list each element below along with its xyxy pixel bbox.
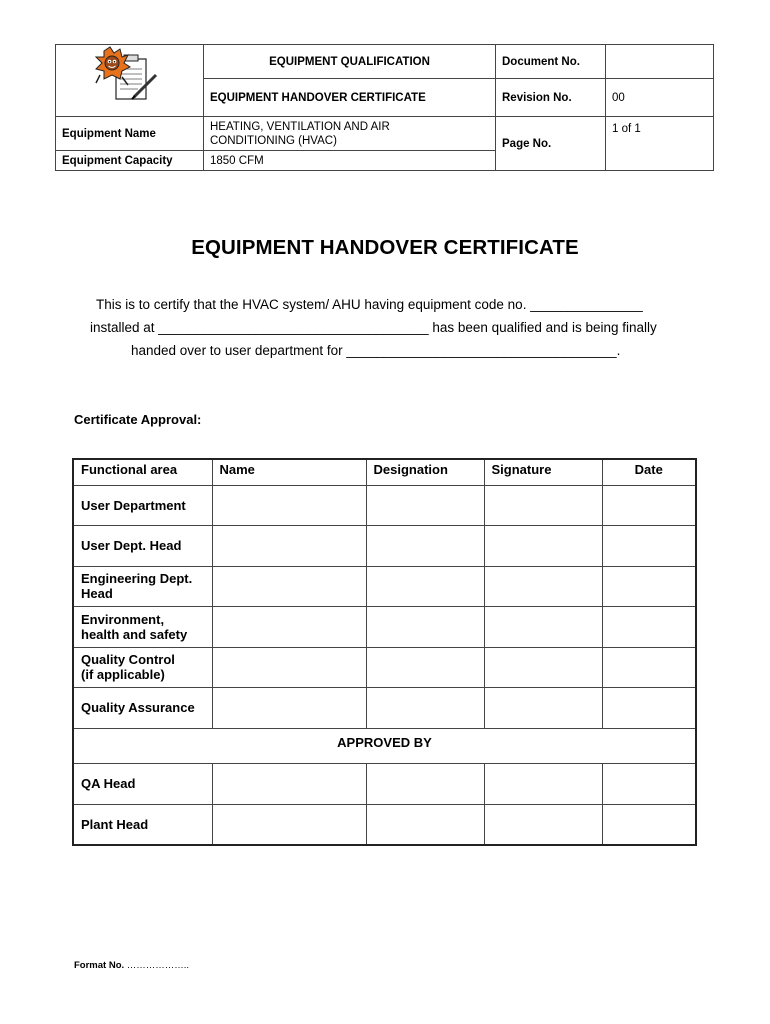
format-number [74,960,189,971]
logo [56,45,204,117]
row-label-line2: health and safety [81,626,188,642]
format-label: Format No. [74,960,125,971]
approval-header-row [73,459,696,485]
row-label: User Department [73,485,212,525]
table-row [73,566,696,606]
page-value: 1 of 1 [606,117,714,171]
row-label-line1: Engineering Dept. [81,571,193,586]
cert-title-cell: EQUIPMENT HANDOVER CERTIFICATE [204,79,496,117]
signature-cell[interactable] [484,606,602,647]
table-row [73,804,696,845]
designation-cell[interactable] [366,525,484,566]
approval-table [72,458,697,846]
body-line-2: installed at ____________________________________ has been qualified and is being finally [90,320,657,335]
row-label [73,566,212,606]
designation-cell[interactable] [366,485,484,525]
table-row [73,485,696,525]
page-title: EQUIPMENT HANDOVER CERTIFICATE [191,236,579,259]
table-row [73,687,696,728]
revision-value: 00 [606,79,714,117]
equipment-name-line2: CONDITIONING (HVAC) [210,134,337,147]
equipment-name-line1: HEATING, VENTILATION AND AIR [210,120,390,133]
mascot-clipboard-icon [90,45,170,113]
approval-label: Certificate Approval: [74,412,202,427]
row-label: Quality Assurance [73,687,212,728]
col-date: Date [602,459,696,485]
designation-cell[interactable] [366,606,484,647]
date-cell[interactable] [602,763,696,804]
document-header [55,44,714,171]
col-functional-area: Functional area [73,459,212,485]
approved-by-heading: APPROVED BY [73,728,696,763]
date-cell[interactable] [602,485,696,525]
body-line-3: handed over to user department for ____________________________________. [131,343,621,358]
designation-cell[interactable] [366,804,484,845]
table-row [73,606,696,647]
designation-cell[interactable] [366,566,484,606]
date-cell[interactable] [602,647,696,687]
equipment-name-value [204,117,496,151]
doc-title: EQUIPMENT QUALIFICATION [204,45,496,79]
capacity-value: 1850 CFM [204,151,496,171]
format-dots: ……………….. [126,960,190,971]
name-cell[interactable] [212,485,366,525]
signature-cell[interactable] [484,647,602,687]
name-cell[interactable] [212,525,366,566]
col-signature: Signature [484,459,602,485]
name-cell[interactable] [212,804,366,845]
table-row [73,647,696,687]
designation-cell[interactable] [366,763,484,804]
signature-cell[interactable] [484,804,602,845]
equipment-name-label: Equipment Name [56,117,204,151]
name-cell[interactable] [212,606,366,647]
signature-cell[interactable] [484,485,602,525]
row-label: User Dept. Head [73,525,212,566]
date-cell[interactable] [602,804,696,845]
signature-cell[interactable] [484,566,602,606]
date-cell[interactable] [602,606,696,647]
table-row [73,525,696,566]
signature-cell[interactable] [484,525,602,566]
date-cell[interactable] [602,566,696,606]
row-label-line2: (if applicable) [81,667,165,682]
doc-no-value [606,45,714,79]
row-label-line1: Quality Control [81,652,175,667]
revision-label: Revision No. [496,79,606,117]
row-label: QA Head [73,763,212,804]
row-label: Plant Head [73,804,212,845]
col-name: Name [212,459,366,485]
designation-cell[interactable] [366,647,484,687]
name-cell[interactable] [212,763,366,804]
body-line-1: This is to certify that the HVAC system/ AHU having equipment code no. _______________ [96,297,643,312]
name-cell[interactable] [212,687,366,728]
doc-no-label: Document No. [496,45,606,79]
row-label [73,647,212,687]
table-row [73,763,696,804]
row-label [73,606,212,647]
capacity-label: Equipment Capacity [56,151,204,171]
date-cell[interactable] [602,687,696,728]
row-label-line1: Environment, [81,611,165,627]
name-cell[interactable] [212,647,366,687]
signature-cell[interactable] [484,763,602,804]
signature-cell[interactable] [484,687,602,728]
page-label: Page No. [496,117,606,171]
name-cell[interactable] [212,566,366,606]
col-designation: Designation [366,459,484,485]
row-label-line2: Head [81,586,113,601]
designation-cell[interactable] [366,687,484,728]
date-cell[interactable] [602,525,696,566]
approved-by-row [73,728,696,763]
